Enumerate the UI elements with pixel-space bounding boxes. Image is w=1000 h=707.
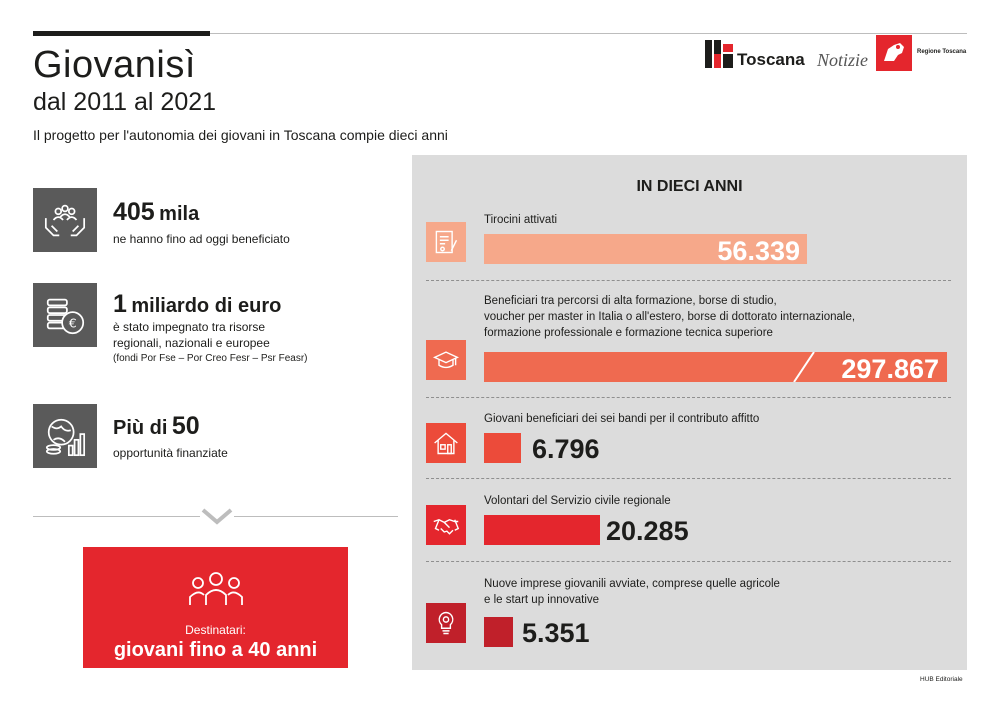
item-formazione-value: 297.867 <box>841 354 939 384</box>
chevron-down-icon <box>200 506 234 526</box>
globe-growth-icon <box>33 404 97 468</box>
footer-credit: HUB Editoriale <box>920 676 963 683</box>
region-logo-icon <box>876 35 912 71</box>
young-people-icon <box>186 569 246 609</box>
stat-opportunities-text: opportunità finanziate <box>113 446 228 460</box>
item-formazione-label-3: formazione professionale e formazione tecnica superiore <box>484 327 773 339</box>
panel-separator <box>426 397 951 398</box>
stat-beneficiaries <box>113 198 199 227</box>
stat-funding-text-1: è stato impegnato tra risorse <box>113 320 266 334</box>
page-subtitle: dal 2011 al 2021 <box>33 88 217 116</box>
destinatari-label: Destinatari: <box>185 623 246 637</box>
item-formazione-label-2: voucher per master in Italia o all'estero, borse di dottorato internazionale, <box>484 311 856 323</box>
lightbulb-gear-icon <box>426 603 466 643</box>
panel-separator <box>426 478 951 479</box>
certificate-icon <box>426 222 466 262</box>
stat-opportunities <box>113 412 200 441</box>
region-name: Regione Toscana <box>917 49 967 55</box>
item-imprese-label-1: Nuove imprese giovanili avviate, comprese quelle agricole <box>484 578 780 590</box>
panel-separator <box>426 280 951 281</box>
item-affitto-value: 6.796 <box>532 434 600 464</box>
stat-funding-note: (fondi Por Fse – Por Creo Fesr – Psr Feasr) <box>113 353 308 364</box>
page-title: Giovanisì <box>33 44 196 86</box>
item-servizio-civile-value: 20.285 <box>606 516 689 546</box>
item-servizio-civile-bar <box>484 515 600 545</box>
item-formazione-label-1: Beneficiari tra percorsi di alta formazione, borse di studio, <box>484 295 777 307</box>
item-tirocini-value: 56.339 <box>717 236 800 266</box>
graduation-cap-icon <box>426 340 466 380</box>
destinatari-box <box>83 547 348 668</box>
item-affitto-label: Giovani beneficiari dei sei bandi per il contributo affitto <box>484 413 760 425</box>
panel-title: IN DIECI ANNI <box>636 178 743 195</box>
people-hands-icon <box>33 188 97 252</box>
top-rule <box>210 33 967 34</box>
stat-funding-text-2: regionali, nazionali e europee <box>113 336 270 350</box>
item-tirocini-label: Tirocini attivati <box>484 214 558 226</box>
stat-beneficiaries-text: ne hanno fino ad oggi beneficiato <box>113 232 290 246</box>
stat-beneficiaries-value: 405 <box>113 198 155 226</box>
item-affitto-bar <box>484 433 521 463</box>
brand-subname: Notizie <box>817 50 869 70</box>
stat-funding-unit: miliardo di euro <box>131 295 282 317</box>
item-imprese-value: 5.351 <box>522 618 590 648</box>
stat-opportunities-value: 50 <box>171 412 200 440</box>
toscana-notizie-logo-icon <box>705 40 735 70</box>
stat-opportunities-prefix: Più di <box>113 417 168 439</box>
handshake-icon <box>426 505 466 545</box>
stat-funding-value: 1 <box>113 290 127 318</box>
top-accent-bar <box>33 31 210 36</box>
stat-funding <box>113 290 281 319</box>
stat-beneficiaries-unit: mila <box>159 203 200 225</box>
coins-euro-icon <box>33 283 97 347</box>
intro-text: Il progetto per l'autonomia dei giovani in Toscana compie dieci anni <box>33 127 448 143</box>
panel-separator <box>426 561 951 562</box>
item-imprese-label-2: e le start up innovative <box>484 594 600 606</box>
item-imprese-bar <box>484 617 513 647</box>
svg-text:€: € <box>68 315 77 331</box>
brand-name: Toscana <box>737 50 805 69</box>
house-icon <box>426 423 466 463</box>
destinatari-value: giovani fino a 40 anni <box>113 639 318 661</box>
item-servizio-civile-label: Volontari del Servizio civile regionale <box>484 495 671 507</box>
